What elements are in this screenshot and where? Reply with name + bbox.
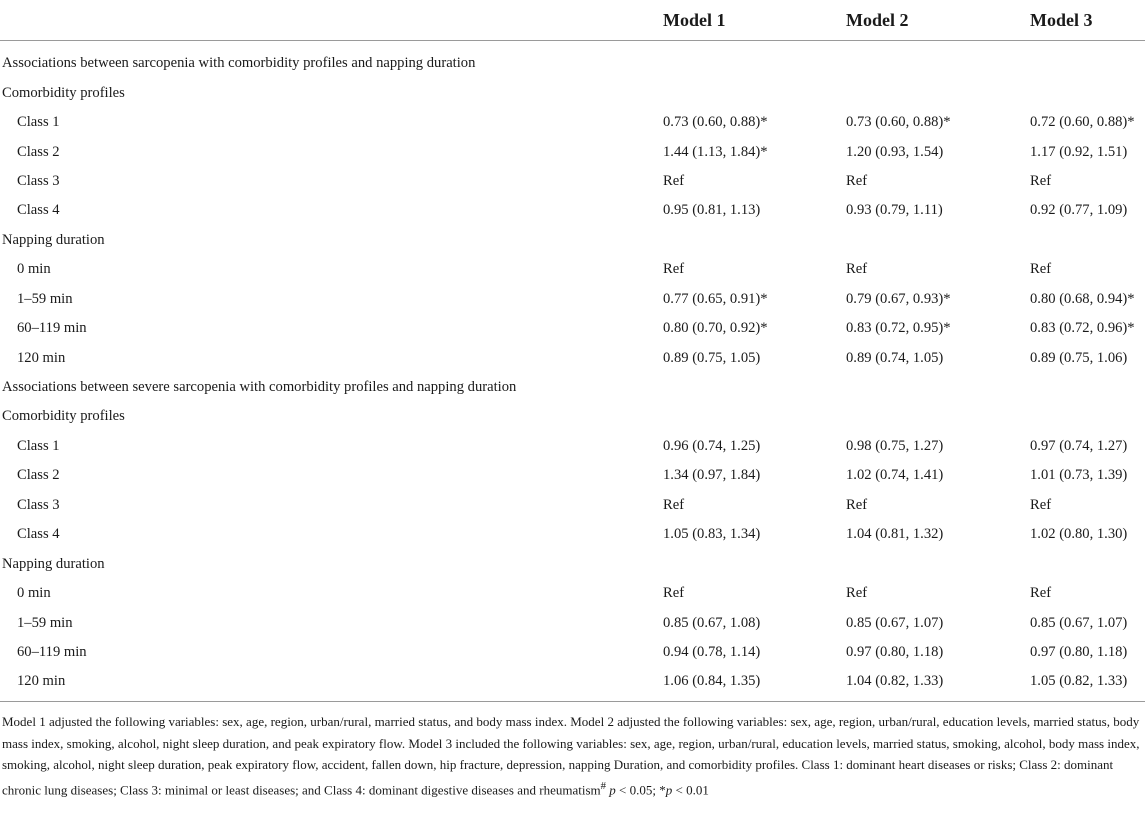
cell-model-2: 1.04 (0.81, 1.32) xyxy=(846,526,944,543)
table-header-row xyxy=(0,0,1145,41)
row-label: 1–59 min xyxy=(17,290,73,307)
cell-model-2: 0.93 (0.79, 1.11) xyxy=(846,202,943,219)
footnote-text: Model 1 adjusted the following variables: sex, age, region, urban/rural, married status, and body mass index. Model 2 adjusted the following variables: sex, age, region, urban/rural, education levels, married status, body mass index, smoking, alcohol, night sleep duration, and peak expiratory flow. Model 3 included the following variables: sex, age, region, urban/rural, education levels, married status, smoking, alcohol, body mass index, smoking, alcohol, night sleep duration, peak expiratory flow, accident, fallen down, hip fracture, depression, napping Duration, and comorbidity profiles. Class 1: dominant heart diseases or risks; Class 2: dominant chronic lung diseases; Class 3: minimal or least diseases; and Class 4: dominant digestive diseases and rheumatism xyxy=(2,714,1140,797)
cell-model-1: Ref xyxy=(663,172,685,189)
cell-model-3: 0.89 (0.75, 1.06) xyxy=(1030,349,1128,366)
cell-model-1: 0.77 (0.65, 0.91)* xyxy=(663,290,768,307)
group-row xyxy=(0,549,1145,578)
group-title: Comorbidity profiles xyxy=(2,84,125,101)
table-body xyxy=(0,41,1145,702)
cell-model-3: 0.83 (0.72, 0.96)* xyxy=(1030,320,1135,337)
cell-model-3: 0.72 (0.60, 0.88)* xyxy=(1030,114,1135,131)
footnote-sig1-threshold: < 0.05; xyxy=(615,781,660,797)
cell-model-1: 0.80 (0.70, 0.92)* xyxy=(663,320,768,337)
table-row xyxy=(0,461,1145,490)
cell-model-2: 1.02 (0.74, 1.41) xyxy=(846,467,944,484)
header-blank xyxy=(0,0,648,41)
section-title: Associations between severe sarcopenia with comorbidity profiles and napping duration xyxy=(2,379,517,396)
footnote-sig2-symbol: * xyxy=(659,781,666,797)
row-label: 1–59 min xyxy=(17,614,73,631)
footnote-sig1-p: p xyxy=(609,781,616,797)
table-row xyxy=(0,638,1145,667)
cell-model-2: Ref xyxy=(846,261,868,278)
table-row xyxy=(0,196,1145,225)
section-row xyxy=(0,373,1145,402)
cell-model-1: 1.05 (0.83, 1.34) xyxy=(663,526,761,543)
cell-model-3: 1.05 (0.82, 1.33) xyxy=(1030,667,1145,701)
table-row xyxy=(0,520,1145,549)
row-label: Class 3 xyxy=(17,496,60,513)
row-label: 60–119 min xyxy=(17,643,87,660)
cell-model-1: 1.06 (0.84, 1.35) xyxy=(648,667,846,701)
cell-model-1: Ref xyxy=(663,585,685,602)
cell-model-1: 0.96 (0.74, 1.25) xyxy=(663,437,761,454)
group-row xyxy=(0,78,1145,107)
header-model-3: Model 3 xyxy=(1030,0,1145,41)
row-label: Class 2 xyxy=(17,467,60,484)
cell-model-3: 1.01 (0.73, 1.39) xyxy=(1030,467,1128,484)
cell-model-2: Ref xyxy=(846,585,868,602)
row-label: Class 3 xyxy=(17,172,60,189)
row-label: 0 min xyxy=(17,261,51,278)
footnote-sig1-symbol: # xyxy=(600,779,607,792)
row-label: Class 1 xyxy=(17,437,60,454)
cell-model-3: 0.85 (0.67, 1.07) xyxy=(1030,614,1128,631)
cell-model-1: 1.34 (0.97, 1.84) xyxy=(663,467,761,484)
table-row xyxy=(0,667,1145,701)
table-row xyxy=(0,167,1145,196)
table-row xyxy=(0,579,1145,608)
group-row xyxy=(0,402,1145,431)
row-label: 60–119 min xyxy=(17,320,87,337)
table-row xyxy=(0,137,1145,166)
cell-model-1: 0.85 (0.67, 1.08) xyxy=(663,614,761,631)
cell-model-2: 1.04 (0.82, 1.33) xyxy=(846,667,1030,701)
cell-model-2: 0.85 (0.67, 1.07) xyxy=(846,614,944,631)
cell-model-1: 0.94 (0.78, 1.14) xyxy=(663,643,761,660)
cell-model-2: Ref xyxy=(846,172,868,189)
cell-model-1: 0.95 (0.81, 1.13) xyxy=(663,202,761,219)
cell-model-1: Ref xyxy=(663,261,685,278)
cell-model-2: 0.97 (0.80, 1.18) xyxy=(846,643,944,660)
footnote-sig2-p: p xyxy=(665,781,673,797)
table-footnote xyxy=(2,711,1142,800)
cell-model-1: 1.44 (1.13, 1.84)* xyxy=(663,143,768,160)
group-title: Comorbidity profiles xyxy=(2,408,125,425)
cell-model-3: Ref xyxy=(1030,261,1052,278)
table-row xyxy=(0,108,1145,137)
cell-model-1: 0.73 (0.60, 0.88)* xyxy=(663,114,768,131)
table-row xyxy=(0,255,1145,284)
cell-model-1: Ref xyxy=(663,496,685,513)
table-row xyxy=(0,432,1145,461)
group-title: Napping duration xyxy=(2,231,105,248)
cell-model-2: 0.73 (0.60, 0.88)* xyxy=(846,114,951,131)
header-model-2: Model 2 xyxy=(846,0,1030,41)
row-label: Class 2 xyxy=(17,143,60,160)
cell-model-3: 1.17 (0.92, 1.51) xyxy=(1030,143,1128,160)
cell-model-2: 0.89 (0.74, 1.05) xyxy=(846,349,944,366)
cell-model-3: Ref xyxy=(1030,585,1052,602)
table-row xyxy=(0,285,1145,314)
cell-model-2: Ref xyxy=(846,496,868,513)
footnote-sig2-threshold: < 0.01 xyxy=(672,781,709,797)
row-label: Class 1 xyxy=(17,114,60,131)
table-row xyxy=(0,491,1145,520)
cell-model-3: Ref xyxy=(1030,496,1052,513)
header-model-1: Model 1 xyxy=(648,0,846,41)
cell-model-3: 0.97 (0.80, 1.18) xyxy=(1030,643,1128,660)
cell-model-2: 0.83 (0.72, 0.95)* xyxy=(846,320,951,337)
row-label: 120 min xyxy=(0,667,648,701)
table-row xyxy=(0,608,1145,637)
cell-model-2: 1.20 (0.93, 1.54) xyxy=(846,143,944,160)
cell-model-3: 0.97 (0.74, 1.27) xyxy=(1030,437,1128,454)
row-label: 0 min xyxy=(17,585,51,602)
cell-model-3: 0.92 (0.77, 1.09) xyxy=(1030,202,1128,219)
cell-model-2: 0.98 (0.75, 1.27) xyxy=(846,437,944,454)
row-label: Class 4 xyxy=(17,526,60,543)
table-row xyxy=(0,314,1145,343)
row-label: 120 min xyxy=(17,349,66,366)
section-title: Associations between sarcopenia with comorbidity profiles and napping duration xyxy=(2,55,476,72)
cell-model-2: 0.79 (0.67, 0.93)* xyxy=(846,290,951,307)
cell-model-1: 0.89 (0.75, 1.05) xyxy=(663,349,761,366)
group-title: Napping duration xyxy=(2,555,105,572)
cell-model-3: 1.02 (0.80, 1.30) xyxy=(1030,526,1128,543)
section-row xyxy=(0,41,1145,79)
group-row xyxy=(0,226,1145,255)
table-row xyxy=(0,343,1145,372)
cell-model-3: Ref xyxy=(1030,172,1052,189)
cell-model-3: 0.80 (0.68, 0.94)* xyxy=(1030,290,1135,307)
row-label: Class 4 xyxy=(17,202,60,219)
